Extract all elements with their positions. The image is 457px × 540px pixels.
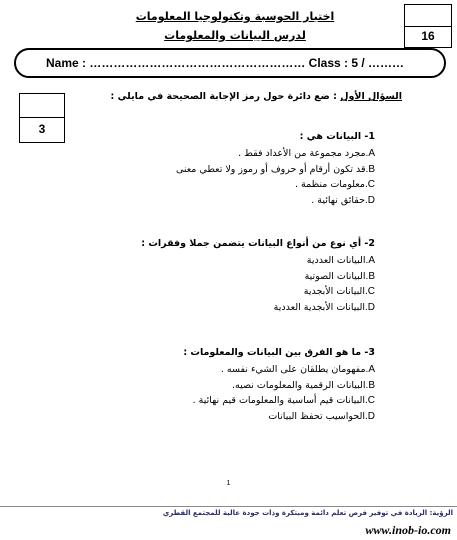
option-text: مفهومان يطلقان على الشيء نفسه . (220, 364, 366, 375)
option-letter: B. (365, 163, 375, 175)
option-text: البيانات الأبجدية العددية (273, 301, 365, 313)
section-title (110, 91, 402, 102)
option-text: حقائق نهائية . (311, 194, 365, 206)
question-3 (55, 347, 375, 424)
score-divider (20, 117, 64, 118)
option-b[interactable] (55, 378, 375, 394)
option-letter: C. (364, 395, 375, 406)
option-text: مجرد مجموعة من الأعداد فقط . (238, 148, 366, 159)
student-info-bar[interactable]: Name : ……………………………………………… Class : 5 / ……… (14, 48, 446, 78)
question-text: 2- أي نوع من أنواع البيانات يتضمن جملا وفقرات : (141, 238, 375, 249)
option-text: البيانات قيم أساسية والمعلومات قيم نهائية . (192, 395, 365, 406)
question-1 (55, 131, 375, 208)
question-text: 3- ما هو الفرق بين البيانات والمعلومات : (183, 347, 375, 358)
option-c[interactable] (55, 284, 375, 300)
option-d[interactable] (55, 300, 375, 316)
option-b[interactable] (55, 269, 375, 285)
option-d[interactable] (55, 193, 375, 209)
option-letter: D. (364, 410, 375, 422)
footer-motto: الرؤية: الريادة في توفير فرص تعلم دائمة ومبتكرة وذات جودة عالية للمجتمع القطري (162, 509, 453, 517)
option-d[interactable] (55, 409, 375, 425)
section-label: السؤال الأول (340, 91, 402, 102)
total-score-value: 16 (421, 29, 435, 43)
exam-subtitle: لدرس البيانات والمعلومات (164, 29, 306, 42)
option-letter: A. (365, 255, 375, 266)
exam-title: اختبار الحوسبة وتكنولوجيا المعلومات (135, 10, 335, 23)
option-a[interactable] (55, 146, 375, 162)
option-letter: B. (365, 270, 375, 282)
option-letter: C. (364, 179, 375, 190)
option-text: البيانات العددية (306, 255, 366, 266)
question-2 (55, 238, 375, 315)
question-text: 1- البيانات هي : (299, 131, 375, 142)
option-text: قد تكون أرقام أو حروف أو رموز ولا تعطي معنى (175, 163, 366, 175)
section-score-value: 3 (38, 122, 46, 136)
option-a[interactable] (55, 362, 375, 378)
option-letter: A. (365, 148, 375, 159)
total-score-box (404, 4, 452, 48)
option-letter: D. (364, 194, 375, 206)
option-text: البيانات الصوتية (304, 270, 366, 282)
footer-divider (0, 506, 457, 507)
option-letter: A. (365, 364, 375, 375)
option-letter: B. (365, 379, 375, 391)
section-instruction: : ضع دائرة حول رمز الإجابة الصحيحة في مايلي : (110, 91, 337, 102)
option-text: البيانات الرقمية والمعلومات نصيه. (232, 379, 366, 391)
option-letter: C. (364, 286, 375, 297)
option-letter: D. (364, 301, 375, 313)
option-text: معلومات منظمة . (294, 179, 365, 190)
option-text: الحواسيب تحفظ البيانات (268, 410, 365, 422)
option-a[interactable] (55, 253, 375, 269)
footer-website[interactable]: www.inob-io.com (365, 523, 451, 537)
option-c[interactable] (55, 393, 375, 409)
page-number: 1 (226, 480, 231, 487)
option-c[interactable] (55, 177, 375, 193)
score-divider (405, 26, 451, 27)
option-text: البيانات الأبجدية (303, 286, 365, 297)
option-b[interactable] (55, 162, 375, 178)
